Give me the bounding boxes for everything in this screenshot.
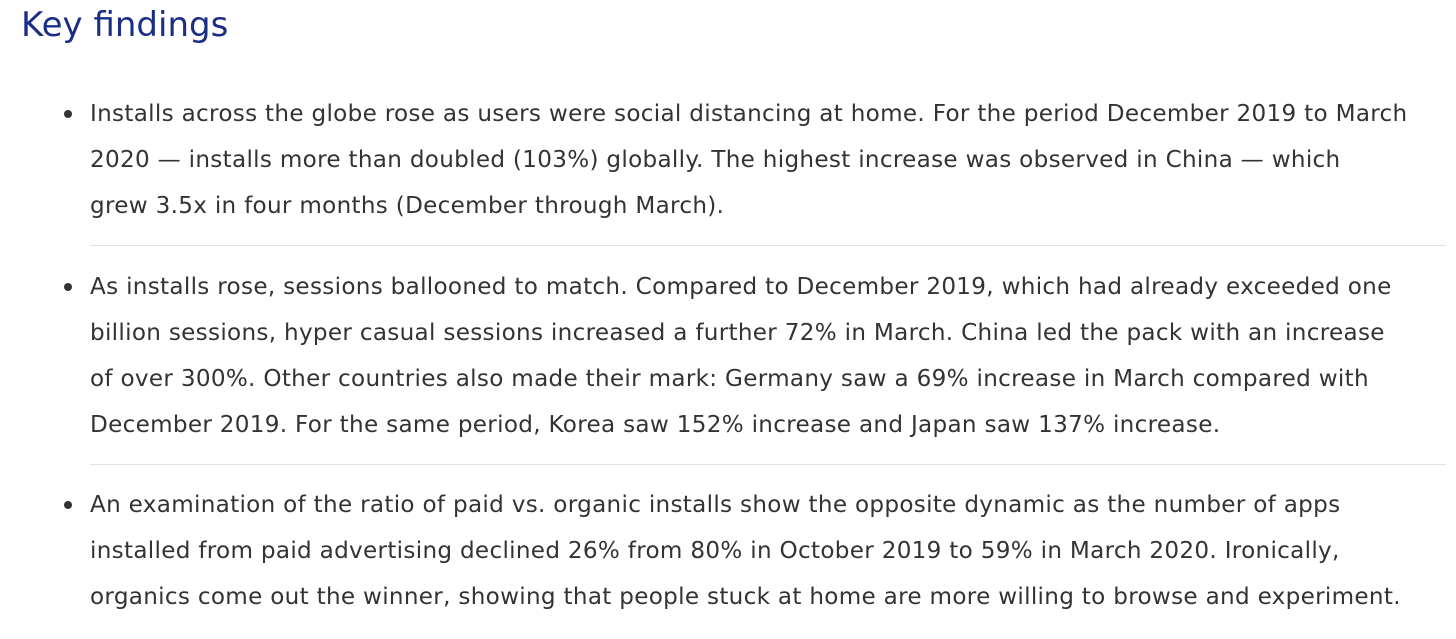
finding-text-line: December 2019. For the same period, Korea saw 152% increase and Japan saw 137% increase. [90, 412, 1221, 438]
finding-text-line: billion sessions, hyper casual sessions increased a further 72% in March. China led the pack with an increase [90, 320, 1385, 346]
finding-text-line: 2020 — installs more than doubled (103%) globally. The highest increase was observed in China — which [90, 147, 1341, 173]
finding-divider [90, 245, 1446, 246]
finding-text-line: installed from paid advertising declined 26% from 80% in October 2019 to 59% in March 2020. Ironically, [90, 538, 1340, 564]
page-heading: Key findings [21, 5, 229, 45]
finding-text-line: As installs rose, sessions ballooned to match. Compared to December 2019, which had already exceeded one [90, 274, 1392, 300]
finding-item [90, 264, 1446, 448]
finding-text-line: grew 3.5x in four months (December through March). [90, 193, 725, 219]
finding-text-line: organics come out the winner, showing that people stuck at home are more willing to browse and experiment. [90, 584, 1401, 610]
finding-item [90, 482, 1446, 620]
finding-text-line: An examination of the ratio of paid vs. organic installs show the opposite dynamic as the number of apps [90, 492, 1341, 518]
finding-divider [90, 464, 1446, 465]
finding-text-line: Installs across the globe rose as users were social distancing at home. For the period December 2019 to March [90, 101, 1408, 127]
bullet-icon [64, 110, 72, 118]
bullet-icon [64, 283, 72, 291]
finding-item [90, 91, 1446, 229]
finding-text-line: of over 300%. Other countries also made their mark: Germany saw a 69% increase in March compared with [90, 366, 1369, 392]
bullet-icon [64, 501, 72, 509]
